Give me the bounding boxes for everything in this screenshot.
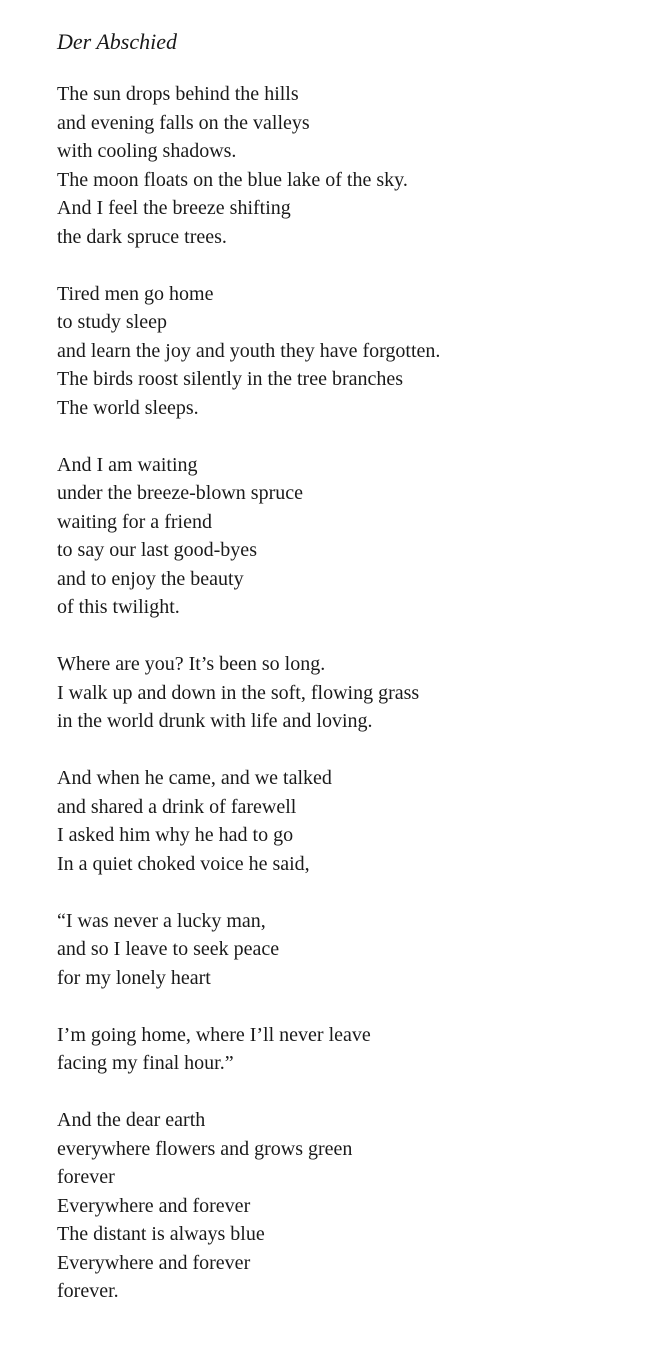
poem-line: to study sleep	[57, 311, 167, 333]
poem-line: Everywhere and forever	[57, 1251, 251, 1274]
poem-line: The sun drops behind the hills	[57, 83, 299, 105]
poem-line: I asked him why he had to go	[57, 824, 294, 846]
poem-line: facing my final hour.”	[57, 1052, 234, 1074]
poem-line: the dark spruce trees.	[57, 225, 227, 248]
poem-line: and evening falls on the valleys	[57, 111, 310, 134]
poem-line: to say our last good-byes	[57, 539, 257, 561]
poem-line: The moon floats on the blue lake of the sky.	[57, 168, 408, 191]
poem-line: Everywhere and forever	[57, 1194, 251, 1217]
poem-line: The distant is always blue	[57, 1223, 265, 1245]
poem-line: And the dear earth	[57, 1109, 206, 1131]
poem-line: And I feel the breeze shifting	[57, 197, 291, 219]
poem-line: And when he came, and we talked	[57, 767, 332, 789]
stanza	[57, 451, 637, 622]
poem-line: Tired men go home	[57, 282, 214, 305]
poem-line: and so I leave to seek peace	[57, 938, 280, 960]
poem-line: under the breeze-blown spruce	[57, 482, 303, 504]
stanza	[57, 1106, 637, 1306]
poem-line: everywhere flowers and grows green	[57, 1137, 353, 1160]
stanza	[57, 280, 637, 423]
poem-line: in the world drunk with life and loving.	[57, 710, 373, 732]
poem-line: and shared a drink of farewell	[57, 795, 297, 818]
poem-line: “I was never a lucky man,	[57, 909, 266, 932]
poem-line: I walk up and down in the soft, flowing grass	[57, 681, 420, 704]
stanza	[57, 1021, 637, 1078]
poem-line: And I am waiting	[57, 453, 198, 476]
poem-line: The birds roost silently in the tree branches	[57, 368, 404, 390]
poem-line: Where are you? It’s been so long.	[57, 653, 326, 675]
stanza	[57, 907, 637, 993]
poem-line: The world sleeps.	[57, 396, 199, 419]
poem-line: I’m going home, where I’ll never leave	[57, 1023, 371, 1046]
poem-line: In a quiet choked voice he said,	[57, 852, 310, 875]
poem-line: forever.	[57, 1280, 119, 1302]
stanza	[57, 650, 637, 736]
poem-line: forever	[57, 1166, 115, 1188]
poem-line: with cooling shadows.	[57, 140, 237, 162]
stanza	[57, 80, 637, 251]
poem-line: and learn the joy and youth they have forgotten.	[57, 339, 441, 362]
poem-line: for my lonely heart	[57, 966, 211, 989]
poem-line: and to enjoy the beauty	[57, 567, 244, 590]
stanza	[57, 764, 637, 878]
poem-line: of this twilight.	[57, 596, 180, 618]
poem-title: Der Abschied	[57, 29, 177, 54]
poem	[57, 28, 637, 1334]
poem-line: waiting for a friend	[57, 510, 212, 533]
poem-body	[57, 80, 637, 1306]
